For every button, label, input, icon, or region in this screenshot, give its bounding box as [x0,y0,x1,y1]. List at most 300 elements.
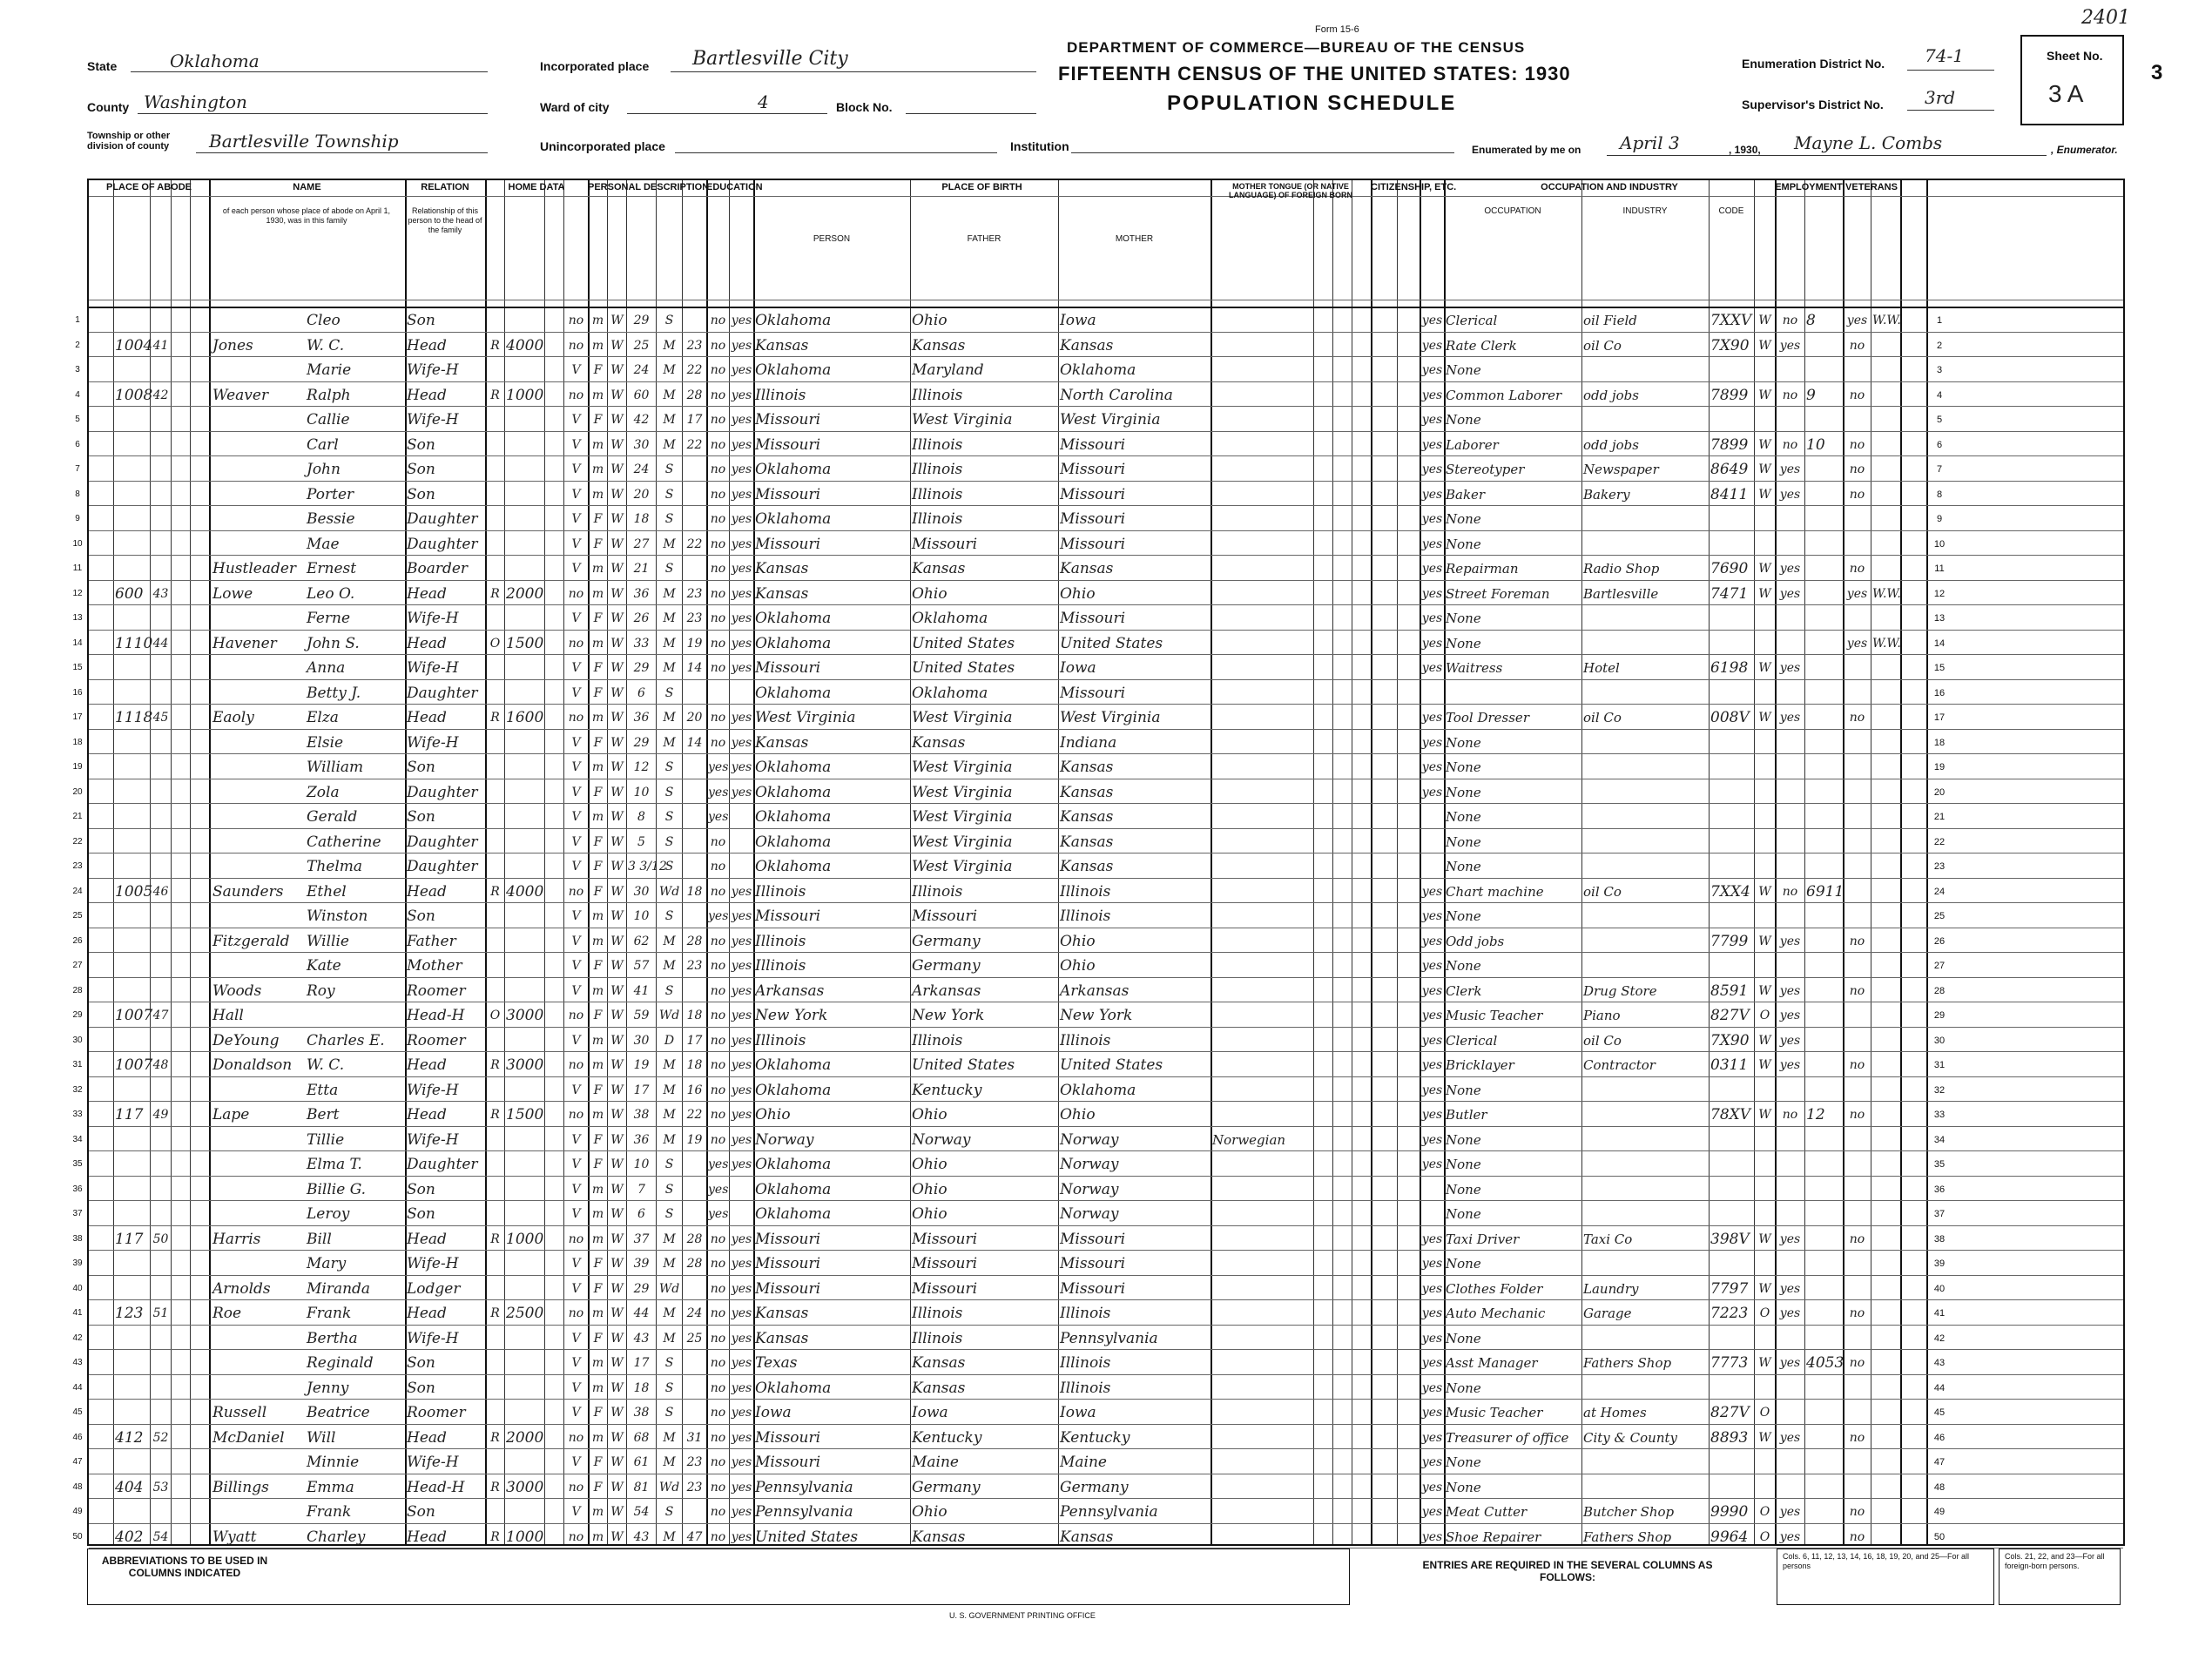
given-name-cell: Will [307,1428,336,1447]
farm-cell: no [568,314,584,327]
sch-cell: no [710,1480,726,1494]
code-cell: 7XXV [1710,312,1752,329]
mbp-cell: Ohio [1060,932,1096,950]
race-cell: W [610,934,624,948]
farm-cell: no [568,1529,584,1544]
occ-cell: None [1446,1454,1481,1470]
ind-cell: at Homes [1583,1405,1647,1420]
occ-cell: None [1446,362,1481,378]
line-number-right: 10 [1933,538,1946,550]
ind-cell: Taxi Co [1583,1231,1633,1247]
ind-cell: City & County [1583,1429,1677,1446]
agem-cell: 22 [686,363,703,377]
given-name-cell: Charley [307,1528,366,1546]
line-number-right: 18 [1933,737,1946,748]
mbp-cell: Iowa [1060,659,1096,677]
mbp-cell: Missouri [1060,684,1126,702]
sex-cell: F [593,536,603,551]
given-name-cell: Beatrice [307,1404,370,1421]
line-number-left: 21 [72,812,83,821]
bp-cell: United States [755,1528,859,1546]
agem-cell: 14 [686,735,703,750]
fbp-cell: Ohio [912,1205,948,1223]
sch-cell: no [710,462,726,476]
cw-cell: W [1758,1356,1771,1370]
agem-cell: 20 [686,711,703,725]
line-number-right: 12 [1933,588,1946,599]
own-cell: O [489,636,501,651]
agem-cell: 16 [686,1083,703,1097]
sex-cell: m [591,810,604,824]
race-cell: W [610,810,624,824]
sex-cell: m [591,462,604,476]
farm-cell: V [571,785,581,800]
given-name-cell: Frank [307,1305,352,1322]
fbp-cell: Ohio [912,312,948,329]
vet-cell: no [1849,1231,1865,1246]
code-cell: 7XX4 [1710,882,1750,901]
ward-label: Ward of city [540,100,610,114]
bp-cell: Oklahoma [755,634,832,652]
age-cell: 62 [633,934,650,948]
line-number-right: 28 [1933,985,1946,996]
mar-cell: S [664,760,674,774]
fbp-cell: Maryland [912,361,984,379]
age-cell: 12 [633,760,650,774]
line-number-right: 50 [1933,1531,1946,1542]
eng-cell: yes [1421,1480,1443,1494]
fbp-cell: Kansas [912,560,966,577]
eng-cell: yes [1421,363,1443,377]
age-cell: 61 [633,1455,650,1469]
name-heading: of each person whose place of abode on April 1, 1930, was in this family [222,206,391,225]
occ-cell: Repairman [1446,561,1519,577]
mbp-cell: Norway [1060,1130,1119,1149]
dw-cell: 1008 [115,386,153,404]
eng-cell: yes [1421,1455,1443,1469]
eng-cell: yes [1421,1430,1443,1445]
bp-cell: Oklahoma [755,783,832,801]
rel-cell: Wife-H [407,1454,459,1471]
mar-cell: M [663,711,676,725]
occ-cell: None [1446,611,1481,626]
fbp-cell: Oklahoma [912,610,988,627]
race-cell: W [610,636,624,651]
cw-cell: W [1758,1108,1771,1122]
mbp-cell: Missouri [1060,485,1126,503]
agem-cell: 28 [686,1231,703,1246]
code-cell: 827V [1710,1007,1750,1024]
eng-cell: yes [1421,1331,1443,1346]
farm-cell: no [568,338,584,353]
line-cell: 6911 [1806,882,1844,901]
sch-cell: no [710,1231,726,1246]
line-number-right: 7 [1936,464,1943,475]
given-name-cell: Reginald [307,1354,374,1372]
read-cell: yes [731,363,752,377]
race-cell: W [610,760,624,774]
work-cell: yes [1779,1281,1801,1296]
fbp-cell: Kansas [912,336,966,354]
sex-cell: m [591,562,604,576]
given-name-cell: Carl [307,435,339,454]
agem-cell: 19 [686,1132,703,1147]
mbp-cell: Kansas [1060,783,1114,801]
given-name-cell: Elza [307,709,339,726]
farm-cell: no [568,1009,584,1022]
vet-cell: no [1849,487,1865,502]
val-cell: 1000 [506,1230,544,1248]
read-cell: yes [731,1257,752,1271]
sex-cell: m [591,934,604,948]
age-cell: 18 [633,1380,650,1395]
line-cell: 9 [1806,386,1816,404]
bp-cell: Kansas [755,1329,809,1347]
mbp-cell: Norway [1060,1205,1119,1223]
fbp-cell: New York [912,1007,985,1024]
fbp-cell: Norway [912,1130,971,1149]
line-cell: 10 [1806,435,1825,454]
vet-cell: no [1849,934,1865,948]
eng-cell: yes [1421,462,1443,476]
dw-cell: 1004 [115,336,153,354]
age-cell: 81 [633,1480,650,1494]
race-cell: W [610,1231,624,1246]
mbp-cell: West Virginia [1060,411,1161,428]
mar-cell: M [663,586,676,601]
sex-cell: m [591,1231,604,1246]
age-cell: 30 [633,1033,650,1048]
age-cell: 29 [633,661,650,675]
race-cell: W [610,1480,624,1494]
line-number-left: 26 [72,935,83,946]
line-number-right: 27 [1933,961,1946,971]
mar-cell: S [664,462,674,476]
ind-cell: odd jobs [1583,436,1639,453]
ind-cell: Fathers Shop [1583,1355,1672,1371]
county-value: Washington [144,91,247,112]
mbp-cell: Kansas [1060,808,1114,826]
farm-cell: V [571,1083,581,1097]
mbp-cell: Norway [1060,1180,1119,1198]
mbp-cell: Maine [1060,1454,1107,1471]
bp-cell: Illinois [755,386,806,404]
line-number-left: 44 [72,1382,83,1393]
farm-cell: V [571,536,581,551]
read-cell: yes [731,1108,752,1122]
read-cell: yes [731,611,752,625]
read-cell: yes [731,437,752,452]
agem-cell: 23 [686,611,703,625]
fbp-cell: Arkansas [912,982,981,1000]
work-cell: yes [1779,983,1801,998]
rel-cell: Wife-H [407,1130,459,1149]
cw-cell: W [1758,562,1771,576]
rel-cell: Head [407,386,447,404]
vet-cell: no [1849,1430,1865,1445]
eng-cell: yes [1421,1505,1443,1519]
mar-cell: M [663,1455,676,1469]
cw-cell: W [1758,711,1771,725]
own-cell: R [490,1430,500,1445]
eng-cell: yes [1421,586,1443,601]
age-cell: 25 [633,338,650,353]
mar-cell: M [663,636,676,651]
bp-cell: Missouri [755,1279,821,1298]
line-number-left: 39 [72,1258,83,1268]
race-cell: W [610,1281,624,1296]
column-group-heading: EMPLOYMENT [1775,182,1843,192]
bp-cell: West Virginia [755,709,856,726]
column-rule [607,180,608,1544]
sch-cell: no [710,363,726,377]
cw-cell: W [1758,388,1771,402]
mar-cell: Wd [658,1480,680,1494]
column-rule [626,180,627,1544]
mar-cell: M [663,338,676,353]
vet-cell: no [1849,562,1865,576]
bp-cell: Oklahoma [755,510,832,528]
line-number-right: 13 [1933,613,1946,624]
dw-cell: 412 [115,1428,144,1447]
agem-cell: 14 [686,661,703,675]
mbp-cell: Missouri [1060,610,1126,627]
vet-cell: yes [1846,314,1868,327]
eng-cell: yes [1421,536,1443,551]
sch-cell: no [710,536,726,551]
eng-cell: yes [1421,1231,1443,1246]
foreign-note: Cols. 21, 22, and 23—For all foreign-born persons. [2005,1552,2105,1570]
column-rule [563,180,564,1544]
fam-cell: 48 [152,1058,169,1072]
bp-cell: Illinois [755,1031,806,1049]
form-number: Form 15-6 [1315,24,1359,35]
sch-cell: no [710,636,726,651]
ind-cell: oil Co [1583,337,1622,354]
eng-cell: yes [1421,1380,1443,1395]
race-cell: W [610,685,624,700]
read-cell: yes [731,1331,752,1346]
mbp-cell: Arkansas [1060,982,1130,1000]
occ-cell: Meat Cutter [1446,1504,1527,1520]
sch-cell: no [710,959,726,973]
line-number-right: 32 [1933,1084,1946,1096]
sch-cell: yes [708,909,729,923]
rel-cell: Head [407,584,447,603]
fbp-cell: Ohio [912,1106,948,1123]
age-cell: 33 [633,636,650,651]
dw-cell: 1007 [115,1056,153,1074]
mar-cell: Wd [658,1009,680,1022]
ind-cell: Butcher Shop [1583,1504,1675,1520]
line-number-right: 15 [1933,663,1946,673]
line-number-right: 47 [1933,1457,1946,1467]
agem-cell: 28 [686,1257,703,1271]
sex-cell: F [593,685,603,700]
fbp-cell: West Virginia [912,858,1013,875]
agem-cell: 18 [686,1058,703,1072]
val-cell: 1600 [506,709,544,726]
sch-cell: yes [708,810,729,824]
fam-cell: 50 [152,1231,169,1246]
cw-cell: W [1758,1430,1771,1445]
farm-cell: V [571,487,581,502]
occ-cell: Auto Mechanic [1446,1306,1546,1321]
mar-cell: M [663,437,676,452]
rel-cell: Head-H [407,1478,465,1496]
read-cell: yes [731,1157,752,1171]
mar-cell: M [663,1231,676,1246]
sex-cell: m [591,760,604,774]
read-cell: yes [731,1529,752,1544]
fam-cell: 53 [152,1480,169,1494]
sheet-corner-number: 3 [2151,61,2163,84]
cw-cell: O [1759,1306,1770,1320]
mbp-cell: Pennsylvania [1060,1503,1158,1521]
surname-cell: DeYoung [212,1031,280,1049]
occ-cell: None [1446,635,1481,651]
farm-cell: V [571,760,581,774]
code-cell: 7223 [1710,1305,1749,1322]
code-cell: 7797 [1710,1279,1749,1298]
age-cell: 59 [633,1009,650,1022]
sex-cell: m [591,909,604,923]
occ-cell: None [1446,1330,1481,1346]
sex-cell: m [591,1505,604,1519]
mar-cell: M [663,735,676,750]
sex-cell: F [593,512,603,526]
code-cell: 7X90 [1710,336,1750,354]
column-rule [1926,180,1928,1544]
cw-cell: W [1758,983,1771,998]
val-cell: 2000 [506,584,544,603]
code-cell: 827V [1710,1404,1750,1421]
sex-cell: m [591,1058,604,1072]
occ-cell: Clerk [1446,982,1482,999]
age-cell: 8 [637,810,645,824]
age-cell: 17 [633,1083,650,1097]
fbp-cell: Kentucky [912,1081,982,1099]
surname-cell: Billings [212,1478,269,1496]
surname-cell: Donaldson [212,1056,293,1074]
ind-cell: Laundry [1583,1280,1639,1297]
column-rule [150,180,151,1544]
column-rule [1804,180,1805,1544]
rel-cell: Head [407,709,447,726]
rel-cell: Wife-H [407,1329,459,1347]
township-value: Bartlesville Township [209,131,399,152]
line-number-left: 18 [72,737,83,747]
agem-cell: 17 [686,413,703,427]
race-cell: W [610,983,624,998]
rel-cell: Wife-H [407,361,459,379]
sch-cell: no [710,437,726,452]
surname-cell: Hall [212,1007,244,1024]
farm-cell: V [571,413,581,427]
work-cell: yes [1779,338,1801,353]
bp-cell: Kansas [755,336,809,354]
fbp-cell: West Virginia [912,808,1013,826]
given-name-cell: Willie [307,932,349,950]
eng-cell: yes [1421,314,1443,327]
fbp-cell: Oklahoma [912,684,988,702]
cw-cell: O [1759,1406,1770,1420]
column-group-heading: EDUCATION [706,182,763,192]
sch-cell: yes [708,1207,729,1221]
bp-cell: Kansas [755,1305,809,1322]
given-name-cell: Bertha [307,1329,358,1347]
sex-cell: m [591,437,604,452]
agem-cell: 28 [686,388,703,402]
column-group-heading: RELATION [421,182,469,192]
given-name-cell: Bill [307,1230,332,1248]
rel-cell: Head [407,1230,447,1248]
entries-box-2 [1999,1548,2121,1605]
sch-cell: no [710,1009,726,1022]
mbp-cell: Illinois [1060,1379,1111,1397]
age-cell: 43 [633,1331,650,1346]
occ-cell: None [1446,833,1481,850]
line-number-left: 6 [75,439,80,449]
fbp-cell: Ohio [912,584,948,603]
race-cell: W [610,1529,624,1544]
val-cell: 3000 [506,1478,544,1496]
sex-cell: F [593,1281,603,1296]
line-number-right: 35 [1933,1159,1946,1170]
mar-cell: M [663,1331,676,1346]
farm-cell: V [571,685,581,700]
sch-cell: no [710,661,726,675]
occ-cell: None [1446,734,1481,751]
given-name-cell: Tillie [307,1130,345,1149]
mar-cell: M [663,1257,676,1271]
mother-heading: MOTHER [1115,234,1154,244]
mbp-cell: Iowa [1060,312,1096,329]
age-cell: 18 [633,512,650,526]
sch-cell: no [710,1058,726,1072]
farm-cell: no [568,1231,584,1246]
given-name-cell: W. C. [307,1056,345,1074]
sch-cell: yes [708,1157,729,1171]
ind-cell: Bartlesville [1583,585,1659,602]
rel-cell: Wife-H [407,610,459,627]
age-cell: 29 [633,314,650,327]
own-cell: R [490,1306,500,1320]
sex-cell: F [593,1083,603,1097]
column-rule [190,180,191,1544]
fam-cell: 42 [152,388,169,402]
mar-cell: M [663,1058,676,1072]
sex-cell: m [591,1306,604,1320]
own-cell: R [490,388,500,402]
read-cell: yes [731,1406,752,1420]
agem-cell: 22 [686,1108,703,1122]
line-number-left: 9 [75,514,80,523]
given-name-cell: W. C. [307,336,345,354]
occ-cell: None [1446,1181,1481,1198]
sex-cell: F [593,1406,603,1420]
fbp-cell: Maine [912,1454,959,1471]
bp-cell: Oklahoma [755,461,832,478]
race-cell: W [610,1505,624,1519]
occ-cell: Music Teacher [1446,1008,1543,1023]
father-heading: FATHER [967,234,1001,244]
agem-cell: 18 [686,1009,703,1022]
mbp-cell: Indiana [1060,733,1117,752]
fam-cell: 46 [152,884,169,899]
mar-cell: M [663,1083,676,1097]
code-cell: 398V [1710,1230,1750,1248]
